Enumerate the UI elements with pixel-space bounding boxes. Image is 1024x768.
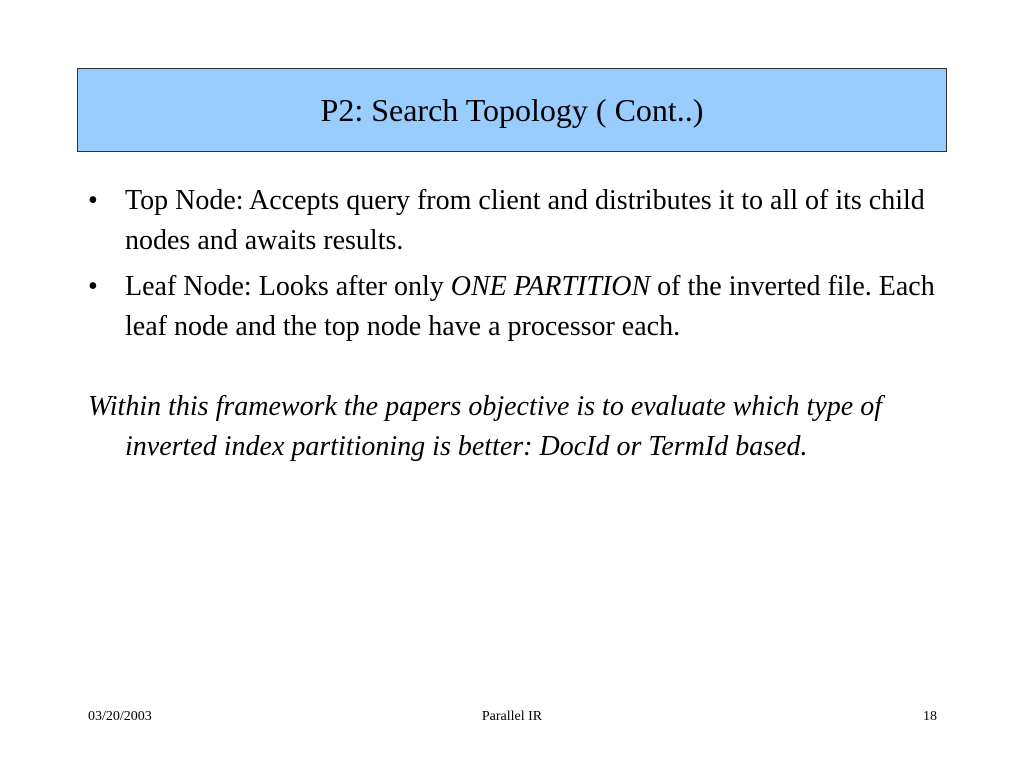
footer-title: Parallel IR <box>481 709 543 724</box>
slide-body <box>88 181 948 467</box>
bullet-marker: • <box>88 271 98 302</box>
framework-note: Within this framework the papers objective is to evaluate which type of inverted index partitioning is better: DocId or TermId based. <box>88 391 882 462</box>
bullet-text-continued: of the inverted file. Each leaf node and the top node have a processor each. <box>125 271 935 342</box>
slide-title: P2: Search Topology ( Cont..) <box>320 92 704 128</box>
bullet-emphasis: ONE PARTITION <box>450 271 651 302</box>
bullet-top-node <box>88 181 948 261</box>
bullet-text: Top Node: Accepts query from client and distributes it to all of its child nodes and awaits results. <box>125 185 925 256</box>
bullet-text: Leaf Node: Looks after only <box>125 271 451 302</box>
page-number: 18 <box>923 709 937 724</box>
bullet-leaf-node <box>88 267 948 347</box>
title-banner <box>77 68 947 152</box>
bullet-marker: • <box>88 185 98 216</box>
footer-date: 03/20/2003 <box>88 709 152 724</box>
